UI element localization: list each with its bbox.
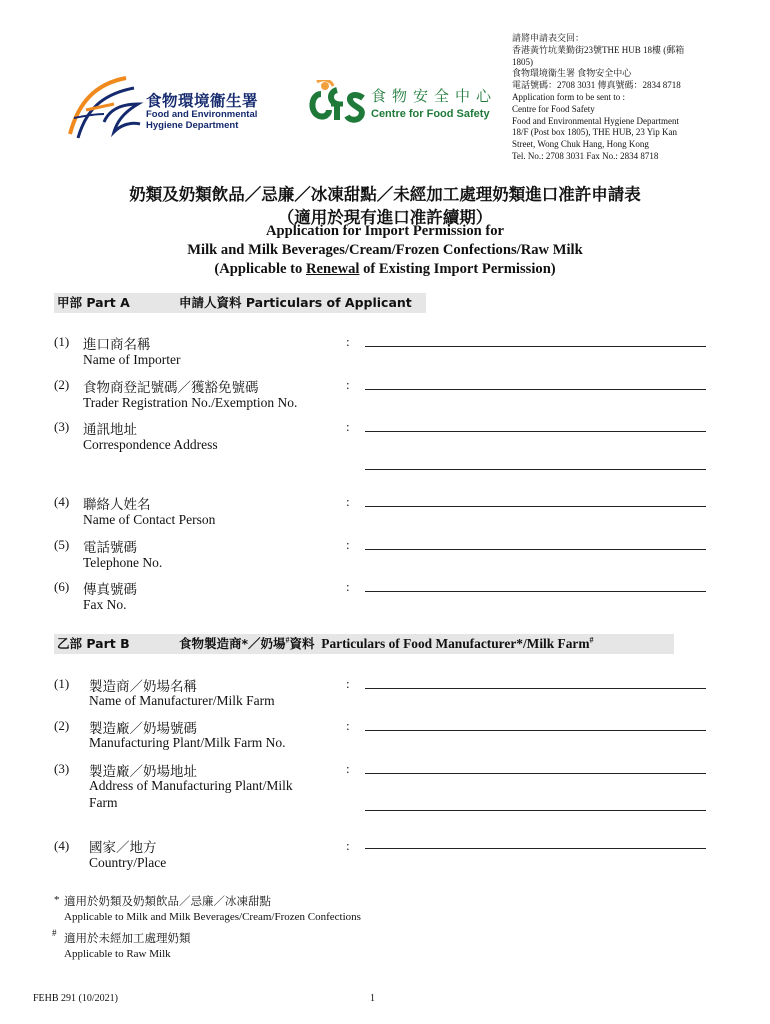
field-label-en: Fax No. [83, 597, 127, 612]
field-label-zh: 製造廠／奶場地址 [89, 764, 197, 780]
field-label-zh: 通訊地址 [83, 422, 137, 438]
importer-name-line[interactable] [365, 346, 706, 347]
return-address-line: Food and Environmental Hygiene Department [512, 115, 679, 126]
title-suffix: of Existing Import Permission) [359, 261, 556, 277]
field-colon: : [346, 494, 350, 509]
cfs-emblem-icon [307, 80, 367, 128]
field-number: (5) [54, 537, 70, 552]
field-label-zh: 國家／地方 [89, 840, 157, 856]
title-prefix: (Applicable to [214, 261, 306, 277]
hash-mark: # [589, 635, 594, 645]
manufacturer-name-line[interactable] [365, 688, 706, 689]
return-address-line: Application form to be sent to : [512, 91, 625, 102]
footnote-mark: # [52, 928, 57, 938]
field-colon: : [346, 676, 350, 691]
cfs-name-en: Centre for Food Safety [371, 108, 490, 120]
field-label-en-cont: Farm [89, 795, 118, 810]
field-label-en: Address of Manufacturing Plant/Milk [89, 778, 293, 793]
form-title-zh: 奶類及奶類飲品／忌廉／冰凍甜點／未經加工處理奶類進口准許申請表 [129, 185, 641, 204]
part-a-header [54, 293, 426, 313]
form-code: FEHB 291 (10/2021) [33, 993, 118, 1004]
part-a-label: 甲部 Part A [57, 295, 130, 310]
return-address-line: Centre for Food Safety [512, 103, 595, 114]
field-label-en: Name of Importer [83, 352, 181, 367]
footnote-text-zh: 適用於奶類及奶類飲品／忌廉／冰凍甜點 [64, 894, 271, 908]
field-colon: : [346, 537, 350, 552]
return-address-line: Tel. No.: 2708 3031 Fax No.: 2834 8718 [512, 150, 659, 161]
field-number: (1) [54, 334, 70, 349]
return-address-line: 請將申請表交回： [512, 33, 585, 43]
field-number: (3) [54, 761, 70, 776]
field-number: (1) [54, 676, 70, 691]
field-colon: : [346, 838, 350, 853]
field-colon: : [346, 579, 350, 594]
fehd-name-en-line2: Hygiene Department [146, 119, 239, 131]
fax-line[interactable] [365, 591, 706, 592]
field-number: (6) [54, 579, 70, 594]
correspondence-address-line-2[interactable] [365, 469, 706, 470]
field-number: (2) [54, 377, 70, 392]
field-label-zh: 食物商登記號碼／獲豁免號碼 [83, 380, 259, 396]
part-b-title-zh: 食物製造商*／奶場 [179, 636, 286, 651]
part-b-header [54, 634, 674, 654]
telephone-line[interactable] [365, 549, 706, 550]
return-address-line: 18/F (Post box 1805), THE HUB, 23 Yip Kan [512, 127, 678, 138]
field-colon: : [346, 377, 350, 392]
return-address-line: 食物環境衞生署 食物安全中心 [512, 68, 632, 79]
title-renewal-emphasis: Renewal [305, 261, 360, 277]
field-label-zh: 進口商名稱 [83, 337, 151, 353]
field-label-en: Country/Place [89, 855, 167, 870]
field-label-zh: 電話號碼 [83, 540, 137, 556]
return-address-line: 香港黃竹坑業勤街23號THE HUB 18樓 (郵箱 [512, 44, 685, 55]
part-b-title-en: Particulars of Food Manufacturer*/Milk Farm [321, 636, 590, 651]
field-colon: : [346, 419, 350, 434]
part-a-title: 申請人資料 Particulars of Applicant [179, 295, 412, 310]
field-number: (2) [54, 718, 70, 733]
cfs-name-zh: 食物安全中心 [371, 87, 498, 105]
form-title-en-line2: Milk and Milk Beverages/Cream/Frozen Confections/Raw Milk [187, 242, 583, 258]
return-address-block [512, 33, 727, 163]
fehd-logo [64, 74, 264, 142]
contact-person-line[interactable] [365, 506, 706, 507]
field-label-en: Name of Manufacturer/Milk Farm [89, 693, 275, 708]
field-label-zh: 傳真號碼 [83, 582, 137, 598]
field-label-en: Telephone No. [83, 555, 163, 570]
part-b-title [179, 634, 594, 654]
correspondence-address-line-1[interactable] [365, 431, 706, 432]
footnote-text-en: Applicable to Milk and Milk Beverages/Cream/Frozen Confections [64, 911, 361, 923]
country-line[interactable] [365, 848, 706, 849]
field-label-zh: 聯絡人姓名 [83, 497, 151, 513]
field-colon: : [346, 334, 350, 349]
fehd-emblem-icon [64, 74, 144, 142]
field-label-en: Correspondence Address [83, 437, 218, 452]
field-number: (4) [54, 494, 70, 509]
field-label-en: Manufacturing Plant/Milk Farm No. [89, 735, 286, 750]
footnote-text-zh: 適用於未經加工處理奶類 [64, 931, 191, 945]
plant-address-line-1[interactable] [365, 773, 706, 774]
return-address-line: 電話號碼：2708 3031 傳真號碼：2834 8718 [512, 80, 681, 91]
part-b-label: 乙部 Part B [57, 636, 130, 651]
fehd-name-en [146, 110, 257, 131]
form-subtitle-zh: （適用於現有進口准許續期） [277, 208, 493, 227]
fehd-name-en-line1: Food and Environmental [146, 109, 258, 120]
hash-mark: # [285, 635, 290, 645]
return-address-line: Street, Wong Chuk Hang, Hong Kong [512, 139, 649, 150]
trader-registration-line[interactable] [365, 389, 706, 390]
field-colon: : [346, 718, 350, 733]
part-b-title-zh-suffix: 資料 [289, 636, 315, 651]
field-label-zh: 製造商／奶場名稱 [89, 679, 197, 695]
field-colon: : [346, 761, 350, 776]
plant-address-line-2[interactable] [365, 810, 706, 811]
return-address-line: 1805) [512, 56, 533, 67]
field-label-zh: 製造廠／奶場號碼 [89, 721, 197, 737]
fehd-name-zh: 食物環境衞生署 [146, 92, 259, 110]
footnote-mark: * [54, 894, 60, 906]
field-label-en: Name of Contact Person [83, 512, 216, 527]
field-label-en: Trader Registration No./Exemption No. [83, 395, 298, 410]
form-title-en-line3 [0, 261, 770, 278]
field-number: (4) [54, 838, 70, 853]
field-number: (3) [54, 419, 70, 434]
footnote-text-en: Applicable to Raw Milk [64, 948, 171, 960]
plant-number-line[interactable] [365, 730, 706, 731]
page-number: 1 [370, 993, 375, 1004]
form-title-en-line1: Application for Import Permission for [265, 223, 505, 239]
cfs-logo [307, 80, 497, 128]
